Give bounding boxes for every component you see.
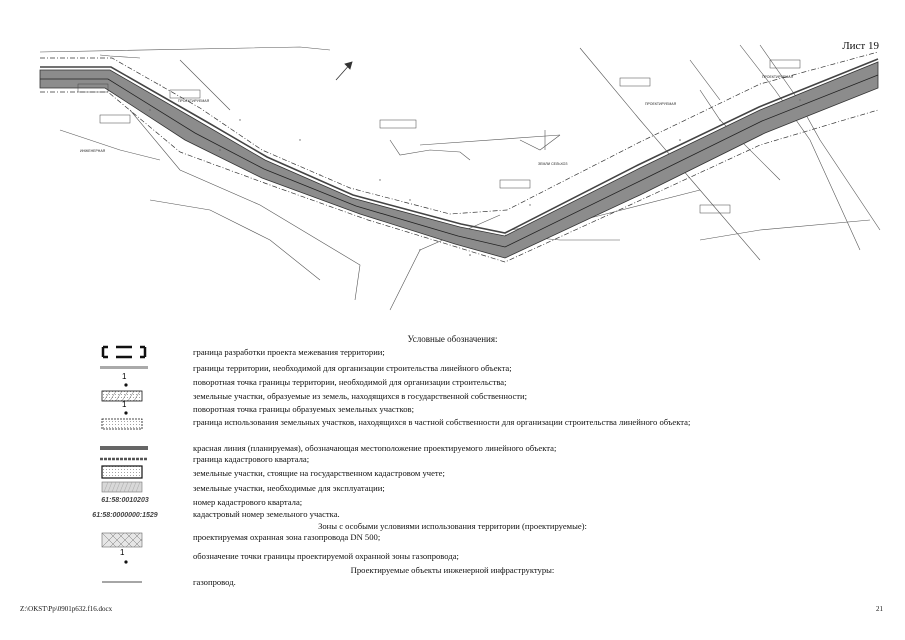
legend-text: кадастровый номер земельного участка. xyxy=(193,509,340,519)
legend-text: газопровод. xyxy=(193,577,236,587)
legend-text: граница разработки проекта межевания территории; xyxy=(193,347,385,357)
legend-text: обозначение точки границы проектируемой охранной зоны газопровода; xyxy=(193,551,459,561)
legend-title: Условные обозначения: xyxy=(407,334,498,344)
footer-page-number: 21 xyxy=(876,605,883,613)
point-symbol xyxy=(96,400,152,418)
legend-text: земельные участки, стоящие на государственном кадастровом учете; xyxy=(193,468,445,478)
legend-text: проектируемая охранная зона газопровода DN 500; xyxy=(193,532,381,542)
dashed-boundary-symbol xyxy=(96,345,152,359)
dotted-box-symbol xyxy=(96,417,152,431)
legend-text: границы территории, необходимой для организации строительства линейного объекта; xyxy=(193,363,512,373)
legend-text: граница кадастрового квартала; xyxy=(193,454,310,464)
legend-text: земельные участки, образуемые из земель, находящихся в государственной собственности; xyxy=(193,391,528,401)
legend-text: граница использования земельных участков, находящихся в частной собственности для организации строительства линейного объекта; xyxy=(193,417,691,427)
point-symbol xyxy=(96,547,152,567)
pipeline-corridor xyxy=(40,62,878,258)
red-line-symbol xyxy=(96,443,152,453)
map-label-1: ИНЖЕНЕРНАЯ xyxy=(80,149,106,153)
legend-text: номер кадастрового квартала; xyxy=(193,497,303,507)
section-zones-heading: Зоны с особыми условиями использования территории (проектируемые): xyxy=(318,521,587,531)
crosshatch-box-symbol xyxy=(96,532,152,548)
operation-parcel-symbol xyxy=(96,481,152,493)
legend-text: земельные участки, необходимые для эксплуатации; xyxy=(193,483,385,493)
map-label-5: ПРОЕКТИРУЕМАЯ xyxy=(762,75,794,79)
thin-line-symbol xyxy=(96,576,152,586)
section-infra-heading: Проектируемые объекты инженерной инфраструктуры: xyxy=(350,565,555,575)
map-label-3: ЗЕМЛИ СЕЛЬХОЗ xyxy=(538,162,568,166)
quarter-boundary-symbol xyxy=(96,454,152,464)
quarter-code: 61:58:0010203 xyxy=(101,497,149,504)
point-label: 1 xyxy=(122,372,127,381)
footer-file-path: Z:\OKST\Pp\0901p632.f16.docx xyxy=(20,605,113,613)
map-linework xyxy=(40,45,880,310)
sheet-label: Лист 19 xyxy=(842,40,879,52)
point-label: 1 xyxy=(122,400,127,409)
legend-text: красная линия (планируемая), обозначающая местоположение проектируемого линейного объекта; xyxy=(193,443,557,453)
cadastral-parcel-symbol xyxy=(96,465,152,479)
parcel-code: 61:58:0000000:1529 xyxy=(92,512,158,519)
point-symbol xyxy=(96,371,152,391)
point-label: 1 xyxy=(120,548,125,557)
legend-text: поворотная точка границы образуемых земельных участков; xyxy=(193,404,414,414)
legend-text: поворотная точка границы территории, необходимой для организации строительства; xyxy=(193,377,507,387)
map-label-2: ПРОЕКТИРУЕМАЯ xyxy=(178,99,210,103)
map-label-4: ПРОЕКТИРУЕМАЯ xyxy=(645,102,677,106)
